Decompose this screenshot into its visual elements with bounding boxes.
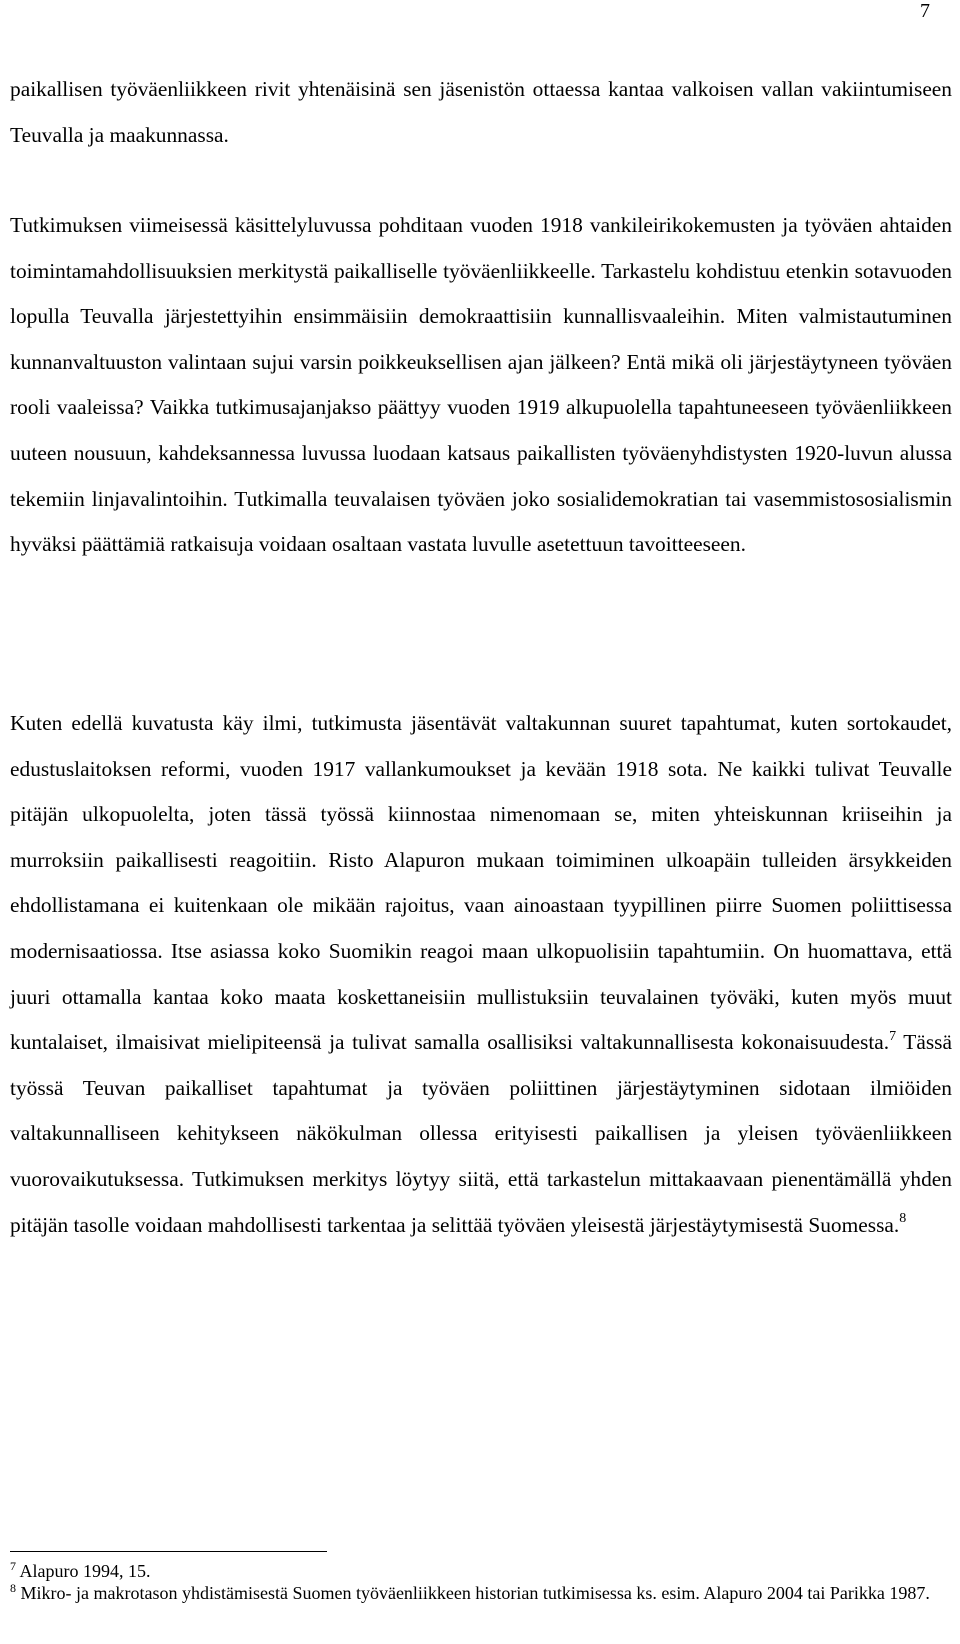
footnote-number: 8: [10, 1581, 16, 1595]
paragraph-1: [10, 67, 952, 158]
sentence: Tutkimuksen viimeisessä käsittelyluvussa pohditaan vuoden 1918 vankileirikokemusten ja työväen ahtaiden toimintamahdollisuuksien merkitystä paikalliselle työväenliikkeelle.: [10, 213, 952, 283]
footnote-7: [10, 1560, 952, 1582]
sentence: Kuten edellä kuvatusta käy ilmi, tutkimusta jäsentävät valtakunnan suuret tapahtumat, kuten sortokaudet, edustuslaitoksen reformi, vuoden 1917 vallankumoukset ja kevään 1918 sota.: [10, 711, 952, 781]
footnote-text: Alapuro 1994, 15.: [16, 1561, 151, 1581]
sentence: Ne kaikki tulivat Teuvalle pitäjän ulkopuolelta, joten tässä työssä kiinnostaa nimenomaan se, miten yhteiskunnan kriiseihin ja murroksiin paikallisesti reagoitiin.: [10, 756, 952, 872]
footnote-reference-8[interactable]: 8: [899, 1211, 907, 1227]
sentence: Miten valmistautuminen kunnanvaltuuston valintaan sujui varsin poikkeuksellisen ajan jälkeen?: [10, 304, 952, 374]
sentence: paikallisen työväenliikkeen rivit yhtenäisinä sen jäsenistön ottaessa kantaa valkoisen vallan vakiintumiseen Teuvalla ja maakunnassa.: [10, 77, 952, 147]
sentence: Tutkimalla teuvalaisen työväen joko sosialidemokratian tai vasemmistososialismin hyväksi päättämiä ratkaisuja voidaan osaltaan vastata luvulle asetettuun tavoitteeseen.: [10, 486, 952, 557]
footnote-reference-7[interactable]: 7: [889, 1029, 897, 1045]
sentence: Tarkastelu kohdistuu etenkin sotavuoden lopulla Teuvalla järjestettyihin ensimmäisiin demokraattisiin kunnallisvaaleihin.: [10, 258, 953, 329]
sentence: Tässä työssä Teuvan paikalliset tapahtumat ja työväen poliittinen järjestäytyminen sidotaan ilmiöiden valtakunnalliseen kehitykseen näkökulman ollessa erityisesti paikallisen ja yleisen työväenliikkeen vuorovaikutuksessa. Tutkimuksen merkitys löytyy siitä, että tarkastelun mittakaavaan pienentämällä yhden pitäjän tasolle voidaan mahdollisesti tarkentaa ja selittää työväen yleisestä järjestäytymisestä Suomessa.: [10, 1030, 952, 1237]
sentence: Itse asiassa koko Suomikin reagoi maan ulkopuolisiin tapahtumiin.: [170, 938, 774, 963]
sentence: Risto Alapuron mukaan toimiminen ulkoapäin tulleiden ärsykkeiden ehdollistamana ei kuitenkaan ole mikään rajoitus, vaan ainoastaan tyypillinen piirre Suomen poliittisessa modernisaatiossa.: [10, 847, 952, 963]
page-number: 7: [920, 0, 930, 22]
sentence: Entä mikä oli järjestäytyneen työväen rooli vaaleissa?: [10, 349, 952, 420]
footnotes: [10, 1560, 952, 1604]
footnote-number: 7: [10, 1559, 16, 1573]
footnote-separator: [10, 1551, 327, 1552]
sentence: On huomattava, että juuri ottamalla kantaa koko maata koskettaneisiin mullistuksiin teuvalainen työväki, kuten myös muut kuntalaiset, ilmaisivat mielipiteensä ja tulivat samalla osallisiksi valtakunnallisesta kokonaisuudesta.: [10, 938, 952, 1055]
footnote-8: [10, 1582, 952, 1604]
paragraph-3: [10, 701, 952, 1248]
sentence: Vaikka tutkimusajanjakso päättyy vuoden 1919 alkupuolella tapahtuneeseen työväenliikkeen uuteen nousuun, kahdeksannessa luvussa luodaan katsaus paikallisten työväenyhdistysten 1920-luvun alussa tekemiin linjavalintoihin.: [10, 395, 952, 511]
footnote-text: Mikro- ja makrotason yhdistämisestä Suomen työväenliikkeen historian tutkimisessa ks. esim. Alapuro 2004 tai Parikka 1987.: [16, 1583, 930, 1603]
paragraph-2: [10, 203, 952, 568]
